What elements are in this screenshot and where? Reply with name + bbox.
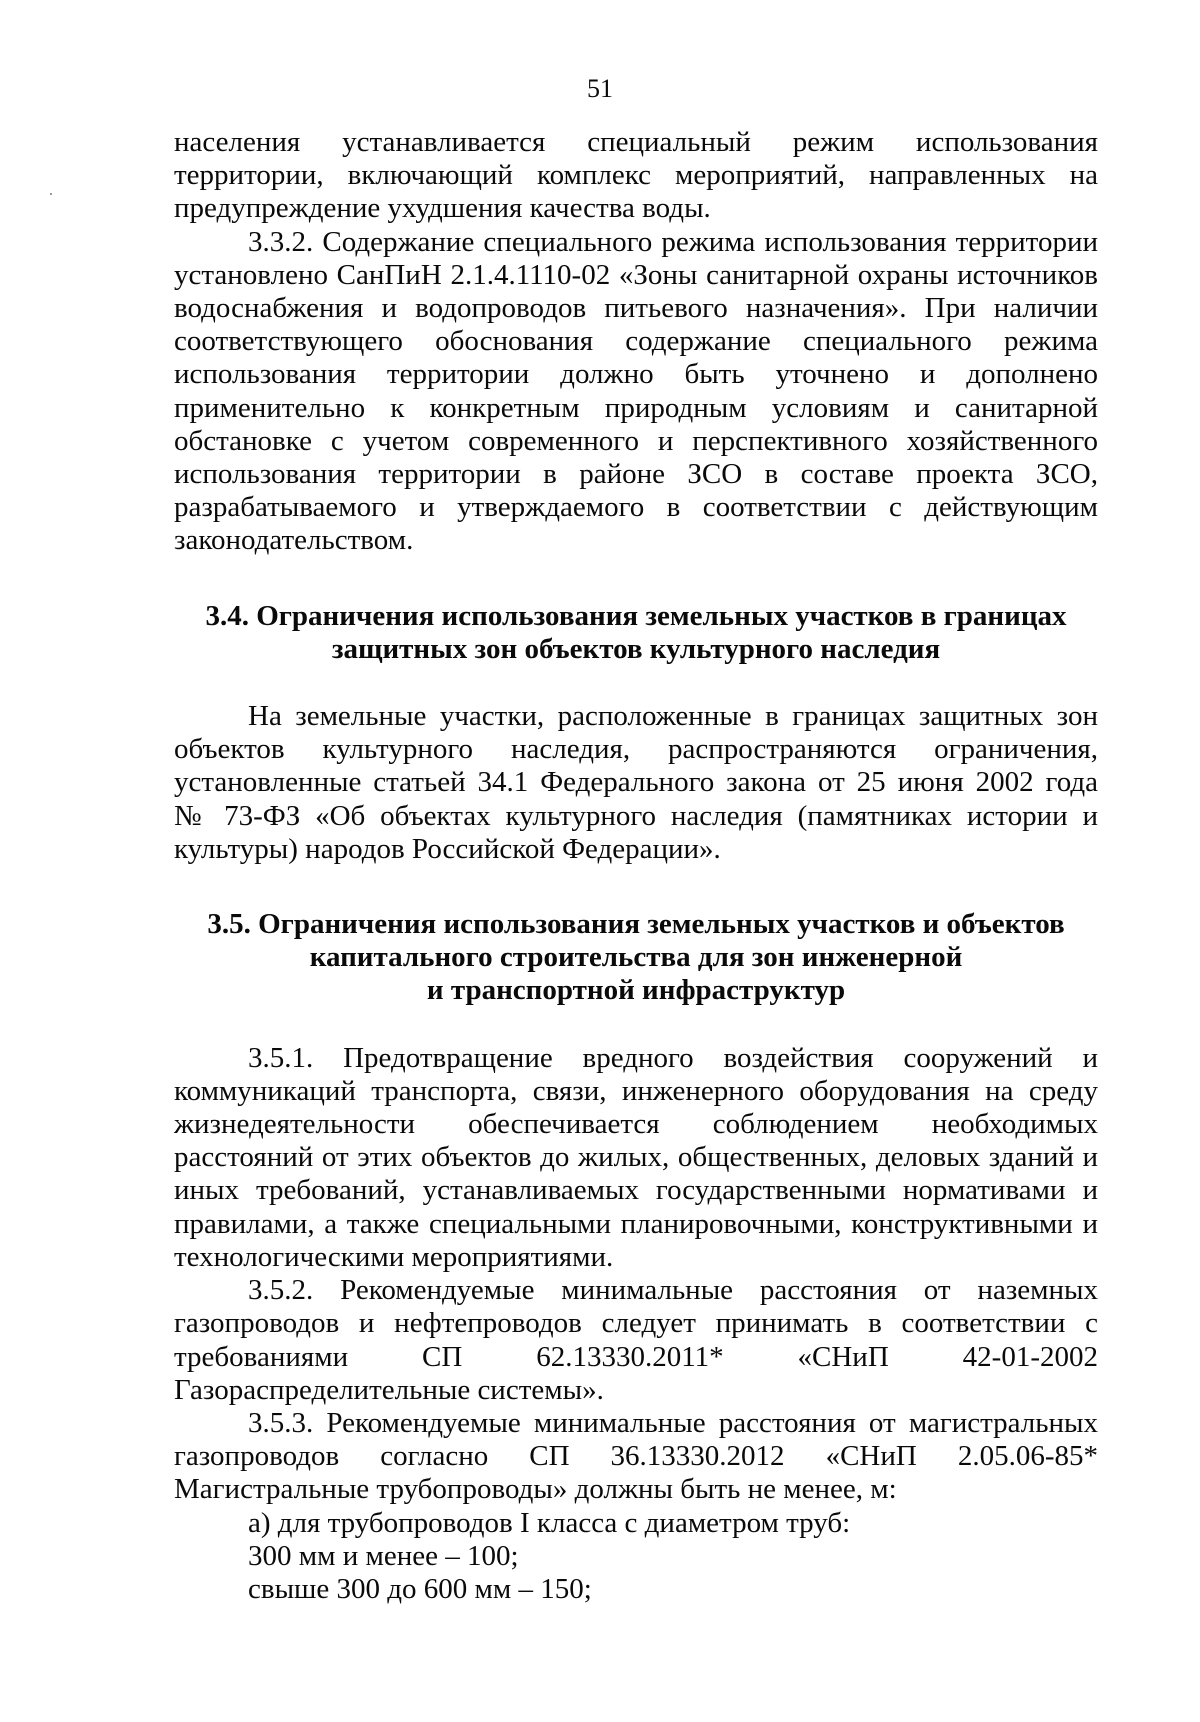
scan-artifact-dot: [50, 193, 52, 195]
intro-paragraph: [174, 126, 1098, 226]
paragraph-line: газопроводов согласно СП 36.13330.2012 «СНиП 2.05.06-85*: [174, 1440, 1098, 1473]
paragraph-line: объектов культурного наследия, распространяются ограничения,: [174, 733, 1098, 766]
paragraph-line: законодательством.: [174, 524, 414, 557]
paragraph-line: иных требований, устанавливаемых государственными нормативами и: [174, 1174, 1098, 1207]
paragraph-line: 3.5.3. Рекомендуемые минимальные расстояния от магистральных: [248, 1406, 1098, 1439]
paragraph-line: водоснабжения и водопроводов питьевого назначения». При наличии: [174, 292, 1098, 325]
document-body: [174, 126, 1098, 1606]
paragraph-line: использования территории в районе ЗСО в составе проекта ЗСО,: [174, 458, 1098, 491]
paragraph-line: культуры) народов Российской Федерации».: [174, 832, 721, 865]
paragraph-3-5-2: [174, 1274, 1098, 1407]
paragraph-line: требованиями СП 62.13330.2011* «СНиП 42-01-2002: [174, 1340, 1098, 1373]
paragraph-line: коммуникаций транспорта, связи, инженерного оборудования на среду: [174, 1074, 1098, 1107]
paragraph-3-5-1: [174, 1042, 1098, 1274]
heading-line: 3.5. Ограничения использования земельных участков и объектов: [207, 908, 1065, 941]
heading-line: и транспортной инфраструктур: [426, 974, 846, 1007]
paragraph-3-5-3: [174, 1407, 1098, 1507]
heading-line: защитных зон объектов культурного наследия: [331, 632, 941, 665]
heading-line: капитального строительства для зон инженерной: [309, 941, 963, 974]
paragraph-line: обстановке с учетом современного и перспективного хозяйственного: [174, 424, 1098, 457]
paragraph-line: правилами, а также специальными планировочными, конструктивными и: [174, 1207, 1098, 1240]
list-item: свыше 300 до 600 мм – 150;: [248, 1572, 592, 1605]
paragraph-line: использования территории должно быть уточнено и дополнено: [174, 358, 1098, 391]
paragraph-line: жизнедеятельности обеспечивается соблюдением необходимых: [174, 1108, 1098, 1141]
heading-line: 3.4. Ограничения использования земельных участков в границах: [205, 599, 1067, 632]
list-item: а) для трубопроводов I класса с диаметром труб:: [248, 1506, 851, 1539]
paragraph-line: 3.5.1. Предотвращение вредного воздействия сооружений и: [248, 1041, 1098, 1074]
list-item: 300 мм и менее – 100;: [248, 1539, 519, 1572]
paragraph-3-4: [174, 700, 1098, 866]
paragraph-line: установлено СанПиН 2.1.4.1110-02 «Зоны санитарной охраны источников: [174, 258, 1098, 291]
paragraph-line: установленные статьей 34.1 Федерального закона от 25 июня 2002 года: [174, 766, 1098, 799]
section-heading-3-5: [174, 908, 1098, 1008]
paragraph-line: разрабатываемого и утверждаемого в соответствии с действующим: [174, 491, 1098, 524]
section-heading-3-4: [174, 600, 1098, 666]
page-number: 51: [587, 74, 613, 103]
paragraph-line: Газораспределительные системы».: [174, 1373, 604, 1406]
paragraph-line: газопроводов и нефтепроводов следует принимать в соответствии с: [174, 1307, 1098, 1340]
intro-line: предупреждение ухудшения качества воды.: [174, 192, 711, 225]
paragraph-3-3-2: [174, 226, 1098, 558]
intro-line: населения устанавливается специальный режим использования: [174, 126, 1098, 158]
paragraph-line: 3.3.2. Содержание специального режима использования территории: [248, 225, 1098, 258]
paragraph-line: 3.5.2. Рекомендуемые минимальные расстояния от наземных: [248, 1274, 1098, 1307]
paragraph-line: Магистральные трубопроводы» должны быть не менее, м:: [174, 1473, 897, 1506]
paragraph-line: соответствующего обоснования содержание специального режима: [174, 325, 1098, 358]
intro-line: территории, включающий комплекс мероприятий, направленных на: [174, 159, 1098, 192]
paragraph-line: технологическими мероприятиями.: [174, 1240, 614, 1273]
paragraph-line: применительно к конкретным природным условиям и санитарной: [174, 391, 1098, 424]
paragraph-line: расстояний от этих объектов до жилых, общественных, деловых зданий и: [174, 1141, 1098, 1174]
paragraph-line: На земельные участки, расположенные в границах защитных зон: [248, 700, 1098, 733]
paragraph-line: № 73-ФЗ «Об объектах культурного наследия (памятниках истории и: [174, 799, 1098, 832]
